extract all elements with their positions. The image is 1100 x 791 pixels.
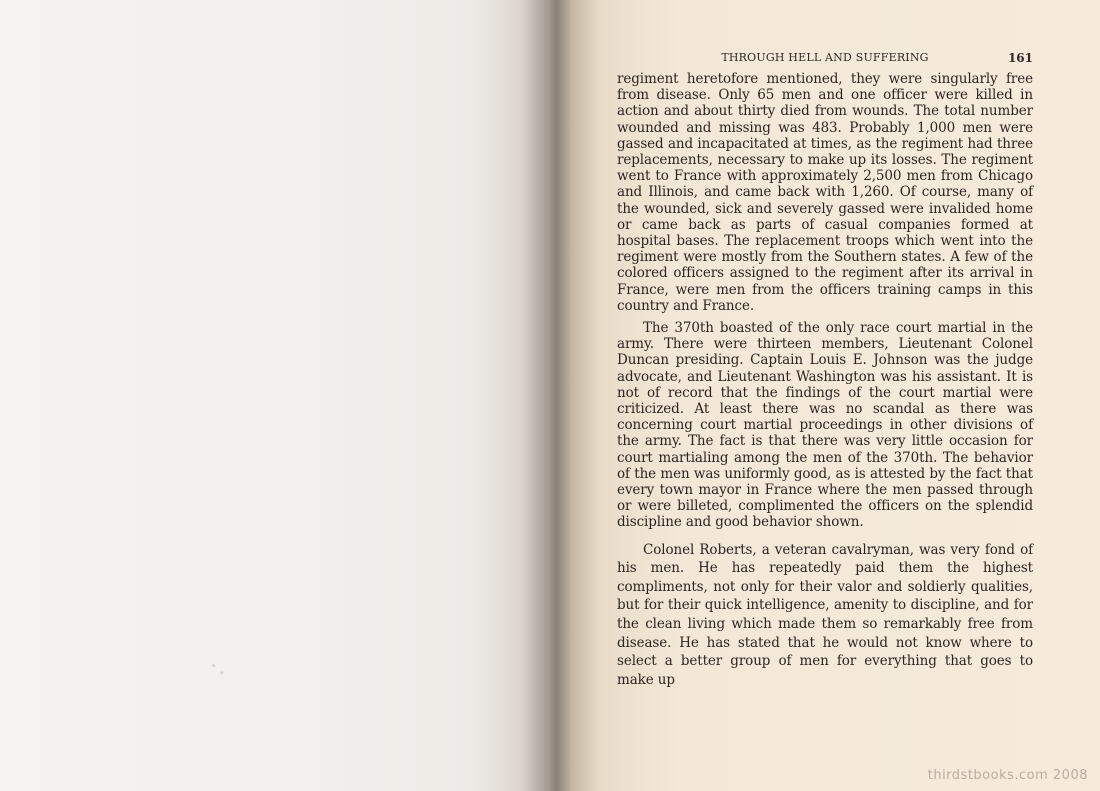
paragraph-continued: regiment heretofore mentioned, they were singularly free from disease. Only 65 men and one officer were killed in action and about thirty died from wounds. The total number wounded and missing was 483. Probably 1,000 men were gassed and incapacitated at times, as the regiment had three replacements, necessary to make up its losses. The regiment went to France with approximately 2,500 men from Chicago and Illinois, and came back with 1,260. Of course, many of the wounded, sick and severely gassed were invalided home or came back as parts of casual companies formed at hospital bases. The replacement troops which went into the regiment were mostly from the Southern states. A few of the colored officers assigned to the regiment after its arrival in France, were men from the officers training camps in this country and France. — [617, 71, 1033, 314]
running-title: THROUGH HELL AND SUFFERING — [721, 51, 929, 64]
page-number: 161 — [1007, 51, 1033, 65]
watermark: thirdstbooks.com 2008 — [927, 768, 1088, 783]
body-text — [617, 71, 1033, 695]
paragraph-colonel-roberts: Colonel Roberts, a veteran cavalryman, was very fond of his men. He has repeatedly paid them the highest compliments, not only for their valor and soldierly qualities, but for their quick intelligence, amenity to discipline, and for the clean living which made them so remarkably free from disease. He has stated that he would not know where to select a better group of men for everything that goes to make up — [617, 541, 1033, 688]
paragraph-court-martial: The 370th boasted of the only race court martial in the army. There were thirteen members, Lieutenant Colonel Duncan presiding. Captain Louis E. Johnson was the judge advocate, and Lieutenant Washington was his assistant. It is not of record that the findings of the court martial were criticized. At least there was no scandal as there was concerning court martial proceedings in other divisions of the army. The fact is that there was very little occasion for court martialing among the men of the 370th. The behavior of the men was uniformly good, as is attested by the fact that every town mayor in France where the men passed through or were billeted, complimented the officers on the splendid discipline and good behavior shown. — [617, 320, 1033, 531]
right-page — [555, 0, 1100, 791]
running-head — [617, 51, 1033, 67]
paper-blemish — [205, 656, 229, 680]
